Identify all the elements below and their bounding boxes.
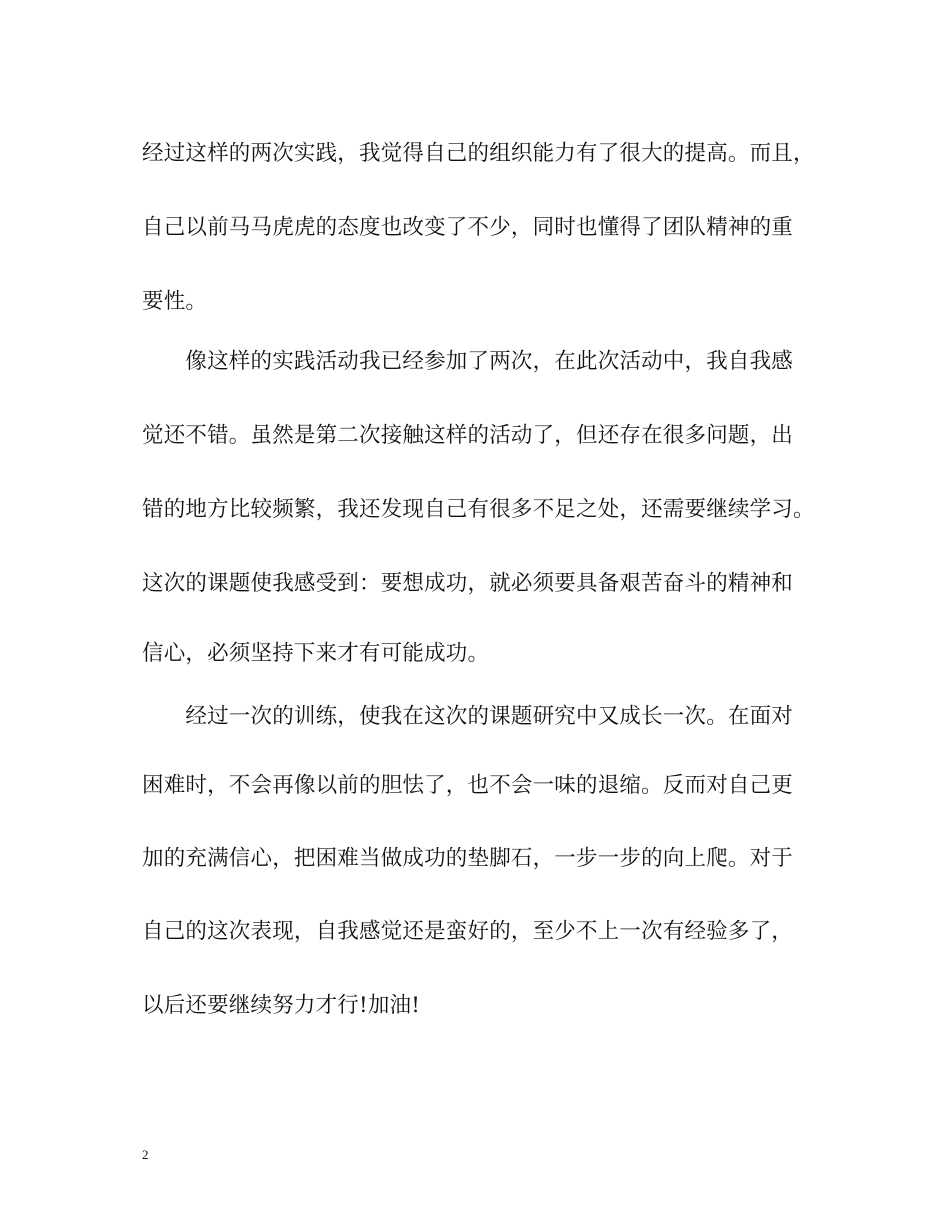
page-number: 2 — [142, 1147, 149, 1162]
text-line: 以后还要继续努力才行!加油! — [142, 993, 421, 1018]
text-line: 加的充满信心，把困难当做成功的垫脚石，一步一步的向上爬。对于 — [142, 846, 794, 871]
text-line: 经过这样的两次实践，我觉得自己的组织能力有了很大的提高。而且， — [142, 141, 815, 166]
text-line: 错的地方比较频繁，我还发现自己有很多不足之处，还需要继续学习。 — [142, 497, 815, 522]
text-line: 困难时，不会再像以前的胆怯了，也不会一味的退缩。反而对自己更 — [142, 773, 794, 798]
text-line: 这次的课题使我感受到：要想成功，就必须要具备艰苦奋斗的精神和 — [142, 571, 794, 596]
text-line: 像这样的实践活动我已经参加了两次，在此次活动中，我自我感 — [142, 349, 794, 374]
text-line: 经过一次的训练，使我在这次的课题研究中又成长一次。在面对 — [142, 704, 794, 729]
text-line: 自己以前马马虎虎的态度也改变了不少，同时也懂得了团队精神的重 — [142, 215, 794, 240]
text-line: 信心，必须坚持下来才有可能成功。 — [142, 641, 490, 666]
text-line: 要性。 — [142, 289, 208, 314]
text-line: 觉还不错。虽然是第二次接触这样的活动了，但还存在很多问题，出 — [142, 423, 794, 448]
text-line: 自己的这次表现，自我感觉还是蛮好的，至少不上一次有经验多了， — [142, 919, 794, 944]
